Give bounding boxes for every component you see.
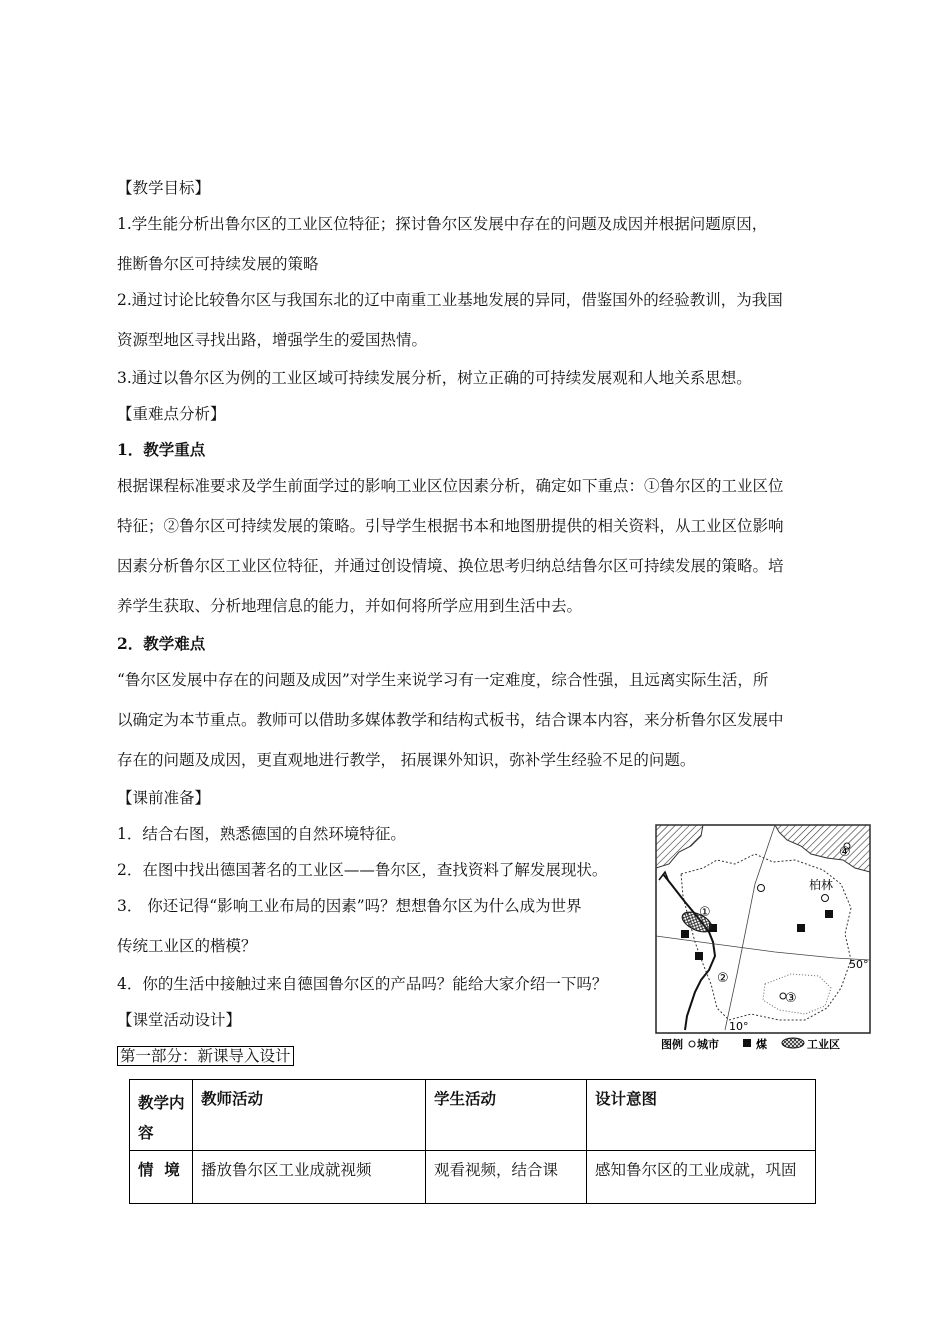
coal-marker [797,924,805,932]
legend-coal-label: 煤 [756,1038,767,1051]
region-1-label: ① [699,905,711,920]
preparation-item-3-line-1: 3． 你还记得“影响工业布局的因素”吗？想想鲁尔区为什么成为世界 [117,897,582,915]
part-one-label-wrap [117,1046,294,1066]
subheading-key-point: 1．教学重点 [117,440,206,459]
key-point-line-4: 养学生获取、分析地理信息的能力，并如何将所学应用到生活中去。 [117,597,583,615]
legend-title: 图例 [661,1038,683,1051]
objective-3: 3.通过以鲁尔区为例的工业区域可持续发展分析，树立正确的可持续发展观和人地关系思想。 [117,369,752,387]
section-heading-key-points: 【重难点分析】 [117,405,226,423]
activity-design-table [129,1079,816,1204]
preparation-item-3-line-2: 传统工业区的楷模？ [117,937,257,955]
preparation-item-4: 4．你的生活中接触过来自德国鲁尔区的产品吗？能给大家介绍一下吗？ [117,975,608,993]
legend-industrial-icon [782,1038,804,1048]
objective-2-line-2: 资源型地区寻找出路，增强学生的爱国热情。 [117,331,428,349]
part-one-label: 第一部分：新课导入设计 [117,1046,294,1066]
key-point-line-3: 因素分析鲁尔区工业区位特征，并通过创设情境、换位思考归纳总结鲁尔区可持续发展的策略。培 [117,557,784,575]
row-teacher-activity: 播放鲁尔区工业成就视频 [201,1161,372,1179]
objective-1-line-2: 推断鲁尔区可持续发展的策略 [117,255,319,273]
preparation-item-1: 1．结合右图，熟悉德国的自然环境特征。 [117,825,406,843]
section-heading-activity-design: 【课堂活动设计】 [117,1011,242,1029]
header-design-intent: 设计意图 [595,1089,658,1108]
section-heading-objectives: 【教学目标】 [117,179,211,197]
city-marker [758,885,765,892]
row-student-activity: 观看视频，结合课 [434,1161,559,1179]
region-3-label: ③ [785,991,797,1006]
objective-1-line-1: 1.学生能分析出鲁尔区的工业区位特征；探讨鲁尔区发展中存在的问题及成因并根据问题原因， [117,215,768,233]
region-4-label: ④ [839,845,851,860]
difficult-point-line-3: 存在的问题及成因，更直观地进行教学， 拓展课外知识，弥补学生经验不足的问题。 [117,751,696,769]
legend-city-icon [689,1041,695,1047]
header-student-activity: 学生活动 [434,1089,497,1108]
coal-marker [825,910,833,918]
coal-marker [681,930,689,938]
header-cell-teacher [193,1080,426,1151]
longitude-10-label: 10° [729,1020,749,1033]
row-cell-student [426,1151,587,1204]
key-point-line-2: 特征；②鲁尔区可持续发展的策略。引导学生根据书本和地图册提供的相关资料，从工业区位影响 [117,517,784,535]
legend-coal-icon [743,1039,751,1047]
row-design-intent: 感知鲁尔区的工业成就，巩固 [595,1161,797,1179]
objective-2-line-1: 2.通过讨论比较鲁尔区与我国东北的辽中南重工业基地发展的异同，借鉴国外的经验教训，为我国 [117,291,783,309]
berlin-label: 柏林 [809,878,834,892]
row-content: 情 境 [138,1160,180,1179]
region-2-label: ② [717,971,729,986]
preparation-item-2: 2．在图中找出德国著名的工业区——鲁尔区，查找资料了解发展现状。 [117,861,608,879]
table-row [130,1151,816,1204]
header-content: 教学内容 [138,1093,185,1142]
table-header-row [130,1080,816,1151]
header-cell-student [426,1080,587,1151]
legend-city-label: 城市 [697,1038,719,1051]
row-cell-intent [587,1151,816,1204]
header-teacher-activity: 教师活动 [201,1089,264,1108]
coal-marker [695,952,703,960]
difficult-point-line-1: “鲁尔区发展中存在的问题及成因”对学生来说学习有一定难度，综合性强，且远离实际生活，所 [117,671,769,689]
germany-map-figure [655,824,871,1056]
key-point-line-1: 根据课程标准要求及学生前面学过的影响工业区位因素分析，确定如下重点：①鲁尔区的工业区位 [117,477,784,495]
section-heading-preparation: 【课前准备】 [117,789,211,807]
header-cell-content [130,1080,193,1151]
row-cell-content [130,1151,193,1204]
latitude-50-label: 50° [849,958,869,971]
subheading-difficult-point: 2．教学难点 [117,634,206,653]
row-cell-teacher [193,1151,426,1204]
legend-industrial-label: 工业区 [807,1038,840,1051]
header-cell-intent [587,1080,816,1151]
city-marker [822,895,829,902]
difficult-point-line-2: 以确定为本节重点。教师可以借助多媒体教学和结构式板书，结合课本内容，来分析鲁尔区发展中 [117,711,784,729]
